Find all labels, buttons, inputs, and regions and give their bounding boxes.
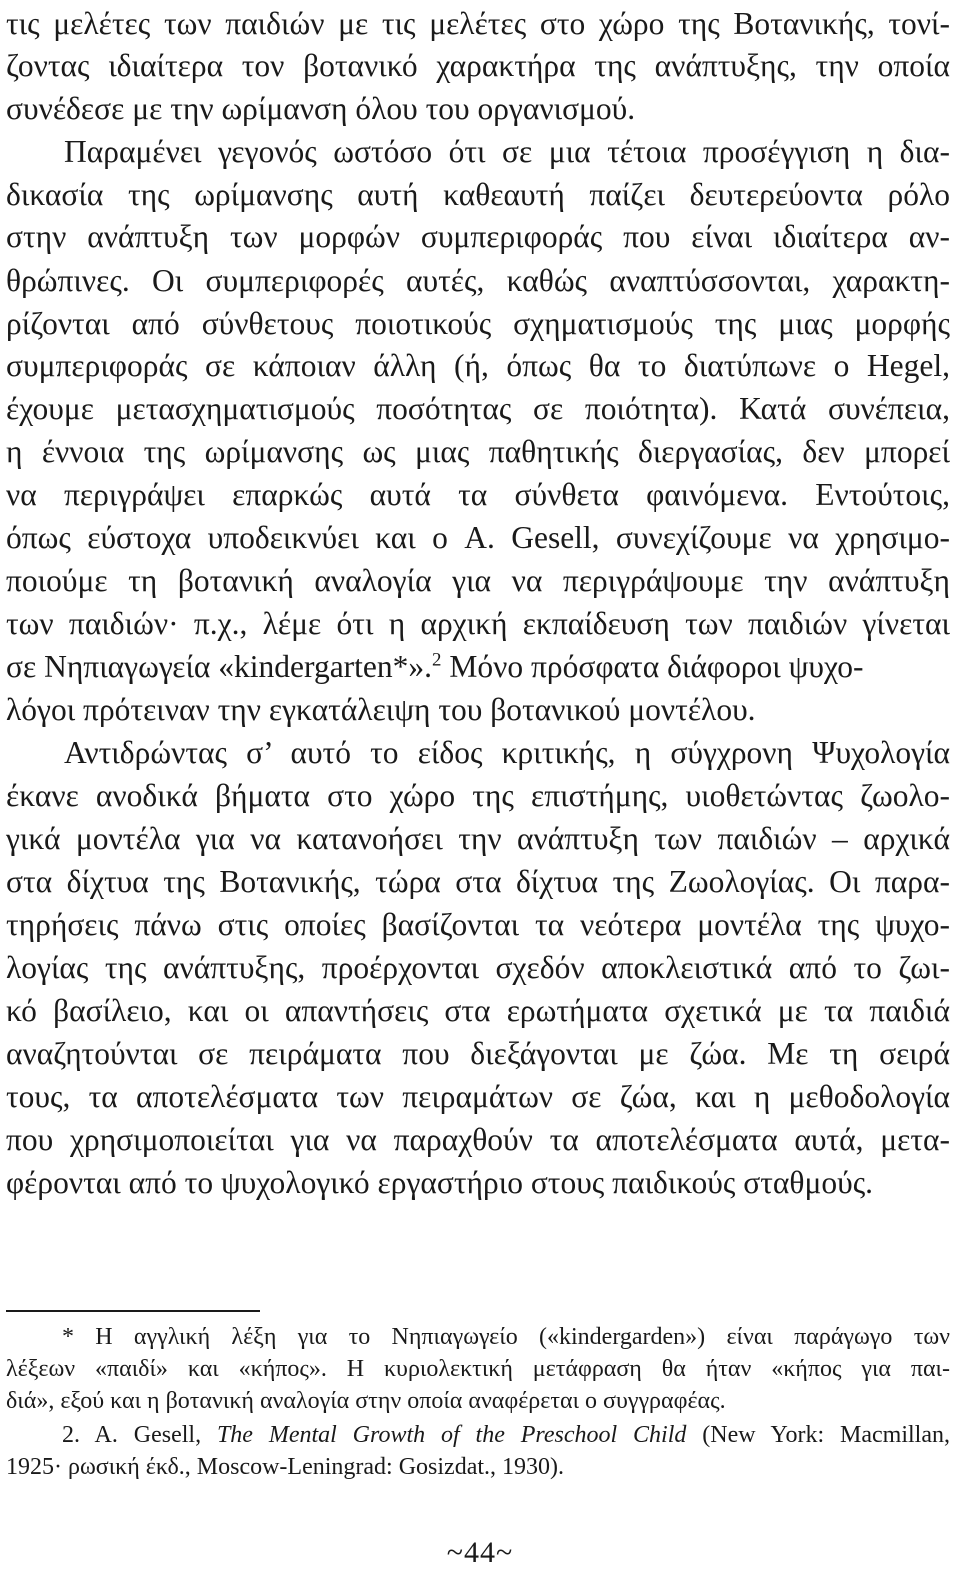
text-line: αναζητούνται σε πειράματα που διεξάγονται με ζώα. Με τη σειρά [6,1036,950,1071]
book-title: The Mental Growth of the Preschool Child [216,1422,687,1448]
text-line: να περιγράψει επαρκώς αυτά τα σύνθετα φαινόμενα. Εντούτοις, [6,477,950,512]
text-line: στην ανάπτυξη των μορφών συμπεριφοράς που είναι ιδιαίτερα αν- [6,219,950,254]
footnote-ref-rest: (New York: Macmillan, [702,1422,950,1448]
text-line: έχουμε μετασχηματισμούς ποσότητας σε ποιότητα). Κατά συνέπεια, [6,391,950,426]
text-line: κό βασίλειο, και οι απαντήσεις στα ερωτήματα σχετικά με τα παιδιά [6,993,950,1028]
text-line: λόγοι πρότειναν την εγκατάλειψη του βοτανικού μοντέλου. [6,692,756,727]
paragraph-first-line: Παραμένει γεγονός ωστόσο ότι σε μια τέτοια προσέγγιση η δια- [64,134,950,169]
footnote-reference-line: 1925· ρωσική έκδ., Moscow-Leningrad: Gosizdat., 1930). [6,1454,565,1480]
text-line: συνέδεσε με την ωρίμανση όλου του οργανισμού. [6,91,636,126]
text-line: ρίζονται από σύνθετους ποιοτικούς σχηματισμούς της μιας μορφής [6,306,950,341]
page-number: ~44~ [446,1536,514,1569]
footnote-star-line: διά», εξού και η βοτανική αναλογία στην οποία αναφέρεται ο συγγραφέας. [6,1388,726,1414]
footnote-divider [6,1310,260,1312]
text-line: τους, τα αποτελέσματα των πειραμάτων σε ζώα, και η μεθοδολογία [6,1079,950,1114]
text-line: έκανε ανοδικά βήματα στο χώρο της επιστήμης, υιοθετώντας ζωολο- [6,778,950,813]
text-line: συμπεριφοράς σε κάποιαν άλλη (ή, όπως θα το διατύπωνε ο Hegel, [6,348,950,383]
text-line: στα δίχτυα της Βοτανικής, τώρα στα δίχτυα της Ζωολογίας. Οι παρα- [6,864,950,899]
footnote-star-line: λέξεων «παιδί» και «κήπος». Η κυριολεκτική μετάφραση θα ήταν «κήπος για παι- [6,1356,950,1382]
text-line: τις μελέτες των παιδιών με τις μελέτες στο χώρο της Βοτανικής, τονί- [6,6,950,41]
text-line: η έννοια της ωρίμανσης ως μιας παθητικής διεργασίας, δεν μπορεί [6,434,950,469]
text-line: γικά μοντέλα για να κατανοήσει την ανάπτυξη των παιδιών – αρχικά [6,821,950,856]
text-line: θρώπινες. Οι συμπεριφορές αυτές, καθώς αναπτύσσονται, χαρακτη- [6,263,950,298]
text-line: όπως εύστοχα υποδεικνύει και ο A. Gesell, συνεχίζουμε να χρησιμο- [6,520,950,555]
text-line: δικασία της ωρίμανσης αυτή καθεαυτή παίζει δευτερεύοντα ρόλο [6,177,950,212]
text-line: που χρησιμοποιείται για να παραχθούν τα αποτελέσματα αυτά, μετα- [6,1122,950,1157]
footnote-star-line: * Η αγγλική λέξη για το Νηπιαγωγείο («kindergarden») είναι παράγωγο των [62,1324,950,1350]
text-line: φέρονται από το ψυχολογικό εργαστήριο στους παιδικούς σταθμούς. [6,1165,874,1200]
text-line: τηρήσεις πάνω στις οποίες βασίζονται τα νεότερα μοντέλα της ψυχο- [6,907,950,942]
footnote-ref: 2 [432,649,442,671]
paragraph-first-line: Αντιδρώντας σ’ αυτό το είδος κριτικής, η σύγχρονη Ψυχολογία [64,735,950,770]
text-line-with-footnote [6,647,950,687]
text-segment: Μόνο πρόσφατα διάφοροι ψυχο- [449,649,864,684]
text-segment: σε Νηπιαγωγεία «kindergarten*». [6,649,433,684]
footnote-ref-prefix: 2. A. Gesell, [62,1422,202,1448]
text-line: ποιούμε τη βοτανική αναλογία για να περιγράψουμε την ανάπτυξη [6,563,950,598]
text-line: ζοντας ιδιαίτερα τον βοτανικό χαρακτήρα της ανάπτυξης, την οποία [6,48,950,83]
footnote-reference [62,1420,950,1450]
text-line: λογίας της ανάπτυξης, προέρχονται σχεδόν αποκλειστικά από το ζωι- [6,950,950,985]
text-line: των παιδιών· π.χ., λέμε ότι η αρχική εκπαίδευση των παιδιών γίνεται [6,606,950,641]
